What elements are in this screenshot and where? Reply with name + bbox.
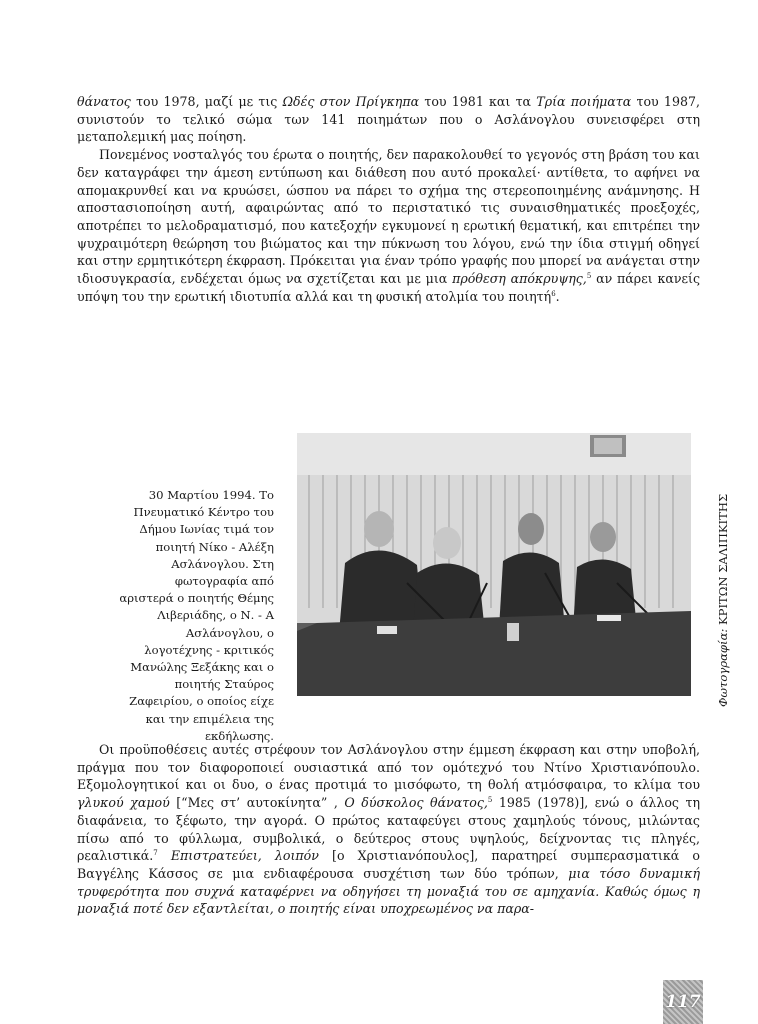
paragraph-2-text: αν πάρει κανείς υπόψη του την ερωτική ιδιοτυπία αλλά και τη φυσική ατολμία του ποιητή: [77, 271, 700, 304]
paragraph-3-text: [“Μες στ’ αυτοκίνητα” ,: [169, 795, 345, 811]
paragraph-1-text: Ωδές στον Πρίγκηπα: [282, 94, 420, 109]
paragraph-1-text: του 1987, συνιστούν το τελικό σώμα των 141 ποιημάτων που ο Ασλάνογλου συνεισφέρει στη μεταπολεμική μας ποίηση.: [77, 94, 700, 145]
paragraph-3-text: 1985 (1978)], ενώ ο άλλος τη διαφάνεια, το ξέφωτο, την αγορά. Ο πρώτος καταφεύγει στους χαμηλούς τόνους, μιλώντας πίσω από το φύλλωμα, συμβολικά, ο δεύτερος στους υψηλούς, δείχνοντας τις πληγές, ρεαλιστικά.: [77, 795, 700, 864]
paragraph-3-text: μια τόσο δυναμική τρυφερότητα που συχνά καταφέρνει να οδηγήσει τη μοναξιά του σε αμηχανία. Καθώς όμως η μοναξιά ποτέ δεν εξαντλείται, ο ποιητής είναι υποχρεωμένος να παρα-: [77, 865, 700, 917]
photo-credit-name: ΚΡΙΤΩΝ ΣΑΛΙΠΚΙΤΗΣ: [716, 493, 730, 625]
paragraph-1-text: Τρία ποιήματα: [536, 94, 632, 109]
paragraph-2-footnote-ref: 5: [586, 271, 592, 280]
paragraph-3: [77, 741, 700, 918]
paragraph-1-text: του 1978, μαζί με τις: [130, 94, 283, 109]
paragraph-3-text: [ο Χριστιανόπουλος], παρατηρεί συμπερασματικά ο Βαγγέλης Κάσσος σε μια ενδιαφέρουσα συσχέτιση των δύο τρόπων,: [77, 848, 700, 881]
paragraph-2-text: Πονεμένος νοσταλγός του έρωτα ο ποιητής, δεν παρακολουθεί το γεγονός στη βράση του και δεν καταγράφει την άμεση εντύπωση και διάθεση που αυτό προκαλεί· αντίθετα, το αφήνει να απομακρυνθεί και να κρυώσει, ώσπου να πάρει το σχήμα της στερεοποιημένης ανάμνησης. Η αποστασιοποίηση αυτή, αφαιρώντας από το περιστατικό τις συναισθηματικές προεξοχές, αποτρέπει το μελοδραματισμό, που κατεξοχήν εγκυμονεί η ερωτική θεματική, και επιτρέπει την ψυχραιμότερη θεώρηση του βιώματος και την πύκνωση του λόγου, ενώ την ίδια στιγμή οδηγεί και στην ερμητικότερη έκφραση. Πρόκειται για έναν τρόπο γραφής που μπορεί να ανάγεται στην ιδιοσυγκρασία, ενδέχεται όμως να σχετίζεται και με μια: [77, 147, 701, 287]
paragraph-2-text: πρόθεση απόκρυψης: [452, 271, 583, 287]
paragraph-2: [77, 146, 700, 305]
body-text-bottom: [77, 741, 700, 918]
page-number: 117: [665, 992, 701, 1012]
photo-caption: 30 Μαρτίου 1994. Το Πνευματικό Κέντρο του Δήμου Ιωνίας τιμά τον ποιητή Νίκο - Αλέξη Ασλάνογλου. Στη φωτογραφία από αριστερά ο ποιητής Θέμης Λιβεριάδης, ο Ν. - Α Ασλάνογλου, ο λογοτέχνης - κριτικός Μανώλης Ξεξάκης και ο ποιητής Σταύρος Ζαφειρίου, ο οποίος είχε και την επιμέλεια της εκδήλωσης.: [119, 488, 274, 743]
paragraph-3-footnote-ref: 7: [153, 849, 158, 858]
paragraph-1: [77, 93, 700, 146]
paragraph-1-text: του 1981 και τα: [419, 94, 537, 109]
event-photograph: [297, 433, 691, 696]
photo-credit: [716, 493, 730, 707]
paragraph-2-footnote-ref: 6: [551, 289, 556, 298]
paragraph-3-text: Επιστρατεύει, λοιπόν: [170, 848, 319, 864]
paragraph-3-text: γλυκού χαμού: [77, 795, 170, 811]
paragraph-3-text: Ο δύσκολος θάνατος,: [344, 795, 488, 811]
body-text-top: [77, 93, 700, 305]
page-number-box: [663, 980, 703, 1024]
paragraph-3-text: Οι προϋποθέσεις αυτές στρέφουν τον Ασλάνογλου στην έμμεση έκφραση και στην υποβολή, πράγμα που τον διαφοροποιεί ουσιαστικά από τον ομότεχνό του Ντίνο Χριστιανόπουλο. Εξομολογητικοί και οι δυο, ο ένας προτιμά το μισόφωτο, τη θολή ατμόσφαιρα, το κλίμα του: [77, 742, 700, 793]
paragraph-2-text: .: [555, 288, 560, 304]
paragraph-3-footnote-ref: 5: [487, 795, 493, 804]
photo-credit-label: Φωτογραφία:: [716, 628, 730, 707]
paragraph-3-text: [158, 848, 171, 863]
paragraph-2-text: ,: [582, 271, 587, 287]
paragraph-1-text: θάνατος: [77, 94, 131, 109]
